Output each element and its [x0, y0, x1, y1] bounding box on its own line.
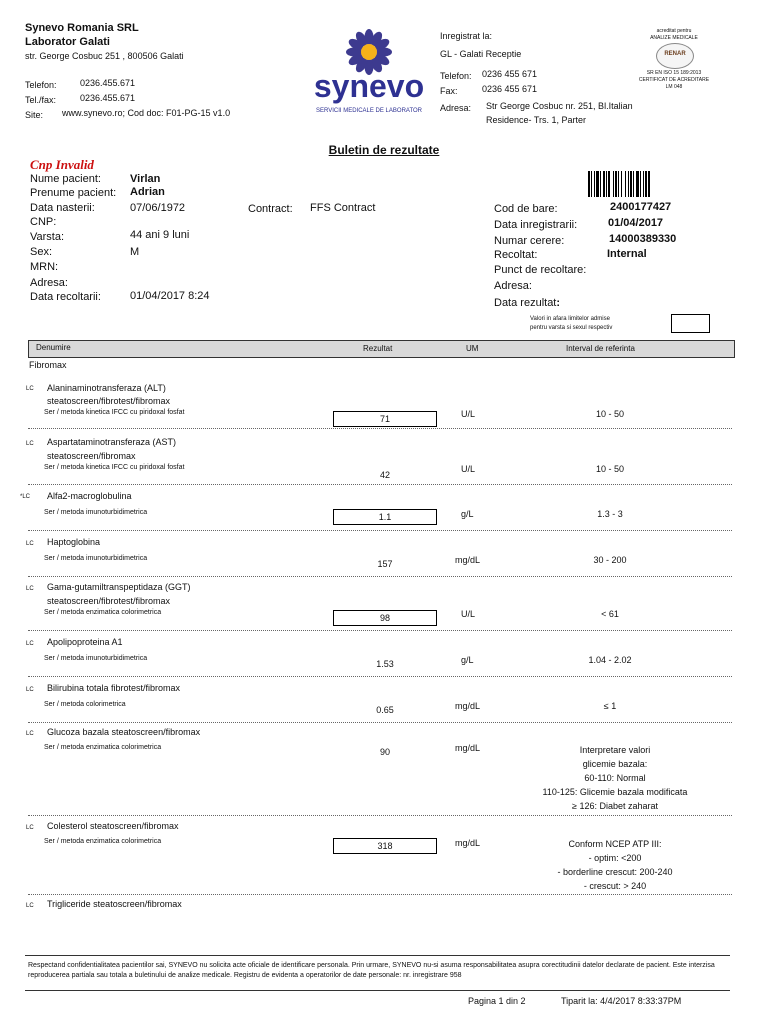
lab-fax: 0236.455.671 — [80, 93, 136, 103]
test-method: Ser / metoda colorimetrica — [44, 701, 126, 708]
legend — [530, 315, 612, 333]
test-range: ≤ 1 — [603, 701, 617, 711]
test-flag: LC — [26, 641, 34, 647]
test-flag: LC — [26, 731, 34, 737]
test-result: 0.65 — [376, 705, 394, 715]
accreditation-badge — [628, 28, 720, 94]
interpretation-block — [520, 837, 710, 893]
test-flag: LC — [26, 687, 34, 693]
test-subname: steatoscreen/fibrotest/fibromax — [47, 596, 171, 606]
test-result: 90 — [379, 747, 390, 757]
row-divider — [28, 484, 732, 485]
patient-sex-label: Sex: — [30, 246, 53, 258]
test-method: Ser / metoda imunoturbidimetrica — [44, 509, 148, 516]
accr-line2: ANALIZE MEDICALE — [650, 35, 698, 41]
reg-location: GL - Galati Receptie — [440, 49, 522, 59]
test-flag: *LC — [20, 494, 31, 500]
collected-value: Internal — [607, 248, 647, 260]
test-unit: mg/dL — [455, 701, 481, 711]
patient-collect: 01/04/2017 8:24 — [130, 290, 210, 302]
patient-age-label: Varsta: — [30, 231, 65, 243]
synevo-logo — [310, 26, 428, 122]
accr-line5: LM 048 — [665, 84, 683, 90]
reg-address-label: Adresa: — [440, 103, 472, 113]
patient-dob: 07/06/1972 — [130, 202, 186, 214]
interp-line: - optim: <200 — [588, 853, 642, 863]
th-result: Rezultat — [363, 344, 393, 353]
row-divider — [28, 722, 732, 723]
test-flag: LC — [26, 441, 34, 447]
test-range: 10 - 50 — [595, 464, 625, 474]
patient-firstname-label: Prenume pacient: — [30, 187, 117, 199]
test-name: Alfa2-macroglobulina — [47, 491, 132, 501]
accr-seal: RENAR — [664, 51, 686, 57]
reg-address-line1: Str George Cosbuc nr. 251, Bl.Italian — [486, 101, 633, 111]
barcode-icon — [588, 171, 680, 197]
reg-fax-label: Fax: — [440, 86, 458, 96]
page-number: Pagina 1 din 2 — [468, 996, 526, 1006]
cnp-status: Cnp Invalid — [30, 157, 94, 172]
test-name: Glucoza bazala steatoscreen/fibromax — [47, 727, 201, 737]
test-result: 98 — [379, 613, 390, 623]
accr-line3: SR EN ISO 15 189:2013 — [646, 70, 702, 76]
patient-sex: M — [130, 246, 140, 258]
test-unit: g/L — [461, 509, 474, 519]
row-divider — [28, 630, 732, 631]
interp-line: - borderline crescut: 200-240 — [557, 867, 673, 877]
test-flag: LC — [26, 825, 34, 831]
legend-line2: pentru varsta si sexul respectiv — [530, 325, 613, 331]
print-timestamp: Tiparit la: 4/4/2017 8:33:37PM — [561, 996, 682, 1006]
footer-divider-bottom — [25, 990, 730, 991]
test-name: Trigliceride steatoscreen/fibromax — [47, 899, 182, 909]
test-name: Aspartataminotransferaza (AST) — [47, 437, 177, 447]
test-method: Ser / metoda imunoturbidimetrica — [44, 655, 148, 662]
test-method: Ser / metoda enzimatica colorimetrica — [44, 744, 162, 751]
document-title-text: Buletin de rezultate — [328, 143, 440, 157]
test-flag: LC — [26, 541, 34, 547]
renar-seal-icon — [656, 43, 694, 69]
patient-name-label: Nume pacient: — [30, 173, 101, 185]
footer-note: Respectand confidentialitatea pacientilor sai, SYNEVO nu solicita acte oficiale de identificare personala. Prin urmare, SYNEVO nu-si asuma responsabilitatea asupra corectitudinii datelor declarate de pacient. Este interzisa reproducerea partiala sau totala a buletinului de analize medicale. Registru de evidenta a operatorilor de date personale: nr. inregistrare 958 — [28, 962, 715, 979]
reg-date: 01/04/2017 — [608, 217, 664, 229]
lab-site: www.synevo.ro; Cod doc: F01-PG-15 v1.0 — [62, 108, 231, 118]
test-range: 1.3 - 3 — [597, 509, 623, 519]
row-divider — [28, 530, 732, 531]
test-method: Ser / metoda imunoturbidimetrica — [44, 555, 148, 562]
test-range: 30 - 200 — [593, 555, 627, 565]
test-name: Gama-gutamiltranspeptidaza (GGT) — [47, 582, 191, 592]
patient-firstname: Adrian — [130, 186, 165, 198]
logo-brand: synevo — [313, 68, 425, 104]
reg-phone-label: Telefon: — [440, 71, 472, 81]
test-result: 42 — [379, 470, 390, 480]
interpretation-block — [520, 743, 710, 813]
reg-title: Inregistrat la: — [440, 31, 493, 41]
table-header — [28, 340, 735, 358]
test-unit: U/L — [461, 609, 476, 619]
accr-line4: CERTIFICAT DE ACREDITARE — [638, 77, 710, 83]
barcode-value: 2400177427 — [610, 201, 672, 213]
patient-mrn-label: MRN: — [30, 261, 59, 273]
lab-phone: 0236.455.671 — [80, 78, 136, 88]
test-flag: LC — [26, 903, 34, 909]
test-range: < 61 — [601, 609, 619, 619]
test-flag: LC — [26, 386, 34, 392]
test-unit: mg/dL — [455, 555, 481, 565]
test-unit: mg/dL — [455, 743, 481, 753]
interp-line: ≥ 126: Diabet zaharat — [572, 801, 658, 811]
row-divider — [28, 428, 732, 429]
lab-location: Laborator Galati — [25, 36, 110, 48]
row-divider — [28, 894, 732, 895]
interp-line: glicemie bazala: — [582, 759, 648, 769]
test-name: Alaninaminotransferaza (ALT) — [47, 383, 166, 393]
interp-line: Conform NCEP ATP III: — [568, 839, 662, 849]
lab-name: Synevo Romania SRL — [25, 22, 139, 34]
collection-point-label: Punct de recoltare: — [494, 264, 587, 276]
test-method: Ser / metoda kinetica IFCC cu piridoxal fosfat — [44, 409, 185, 416]
reg-phone: 0236 455 671 — [482, 69, 538, 79]
document-title — [0, 143, 768, 157]
interp-line: - crescut: > 240 — [583, 881, 647, 891]
lab-fax-label: Tel./fax: — [25, 95, 57, 105]
test-method: Ser / metoda enzimatica colorimetrica — [44, 838, 162, 845]
test-unit: mg/dL — [455, 838, 481, 848]
contract-value: FFS Contract — [310, 202, 376, 214]
patient-cnp-label: CNP: — [30, 216, 57, 228]
row-divider — [28, 815, 732, 816]
test-result: 1.53 — [376, 659, 394, 669]
lab-site-label: Site: — [25, 110, 44, 120]
patient-collect-label: Data recoltarii: — [30, 291, 101, 303]
test-unit: U/L — [461, 464, 476, 474]
collected-label: Recoltat: — [494, 249, 538, 261]
test-name: Colesterol steatoscreen/fibromax — [47, 821, 179, 831]
test-range: 10 - 50 — [595, 409, 625, 419]
test-range: 1.04 - 2.02 — [588, 655, 632, 665]
request-number: 14000389330 — [609, 233, 677, 245]
interp-line: Interpretare valori — [579, 745, 651, 755]
test-unit: U/L — [461, 409, 476, 419]
lab-phone-label: Telefon: — [25, 80, 57, 90]
test-result: 71 — [379, 414, 390, 424]
test-result: 318 — [377, 841, 393, 851]
th-name: Denumire — [36, 343, 71, 352]
patient-age: 44 ani 9 luni — [130, 229, 190, 241]
reg-address-line2: Residence- Trs. 1, Parter — [486, 115, 587, 125]
barcode-label: Cod de bare: — [494, 203, 558, 215]
test-subname: steatoscreen/fibromax — [47, 451, 136, 461]
test-name: Bilirubina totala fibrotest/fibromax — [47, 683, 181, 693]
accr-line1: acreditat pentru — [656, 28, 692, 34]
request-label: Numar cerere: — [494, 235, 565, 247]
lab-address: str. George Cosbuc 251 , 800506 Galati — [25, 51, 184, 61]
result-date-label — [494, 297, 560, 309]
test-method: Ser / metoda enzimatica colorimetrica — [44, 609, 162, 616]
result-date-colon: : — [556, 297, 561, 309]
row-divider — [28, 576, 732, 577]
contract-label: Contract: — [248, 203, 293, 215]
test-result: 1.1 — [378, 512, 392, 522]
th-range: Interval de referinta — [566, 344, 635, 353]
reg-fax: 0236 455 671 — [482, 84, 538, 94]
test-name: Haptoglobina — [47, 537, 101, 547]
reg-date-label: Data inregistrarii: — [494, 219, 578, 231]
test-unit: g/L — [461, 655, 474, 665]
test-result: 157 — [377, 559, 393, 569]
th-unit: UM — [466, 344, 479, 353]
row-divider — [28, 676, 732, 677]
interp-line: 110-125: Glicemie bazala modificata — [542, 787, 688, 797]
patient-dob-label: Data nasterii: — [30, 202, 95, 214]
barcode — [588, 171, 680, 197]
order-address-label: Adresa: — [494, 280, 532, 292]
interp-line: 60-110: Normal — [584, 773, 646, 783]
logo-tagline: SERVICII MEDICALE DE LABORATOR — [315, 108, 423, 114]
footer-divider — [25, 955, 730, 956]
test-subname: steatoscreen/fibrotest/fibromax — [47, 396, 171, 406]
patient-address-label: Adresa: — [30, 277, 68, 289]
legend-box — [671, 314, 710, 333]
result-date-text: Data rezultat — [494, 297, 557, 309]
patient-name: Virlan — [130, 173, 161, 185]
test-flag: LC — [26, 586, 34, 592]
test-method: Ser / metoda kinetica IFCC cu piridoxal fosfat — [44, 464, 185, 471]
legend-line1: Valori in afara limitelor admise — [530, 316, 610, 322]
panel-name: Fibromax — [29, 360, 67, 370]
test-name: Apolipoproteina A1 — [47, 637, 123, 647]
